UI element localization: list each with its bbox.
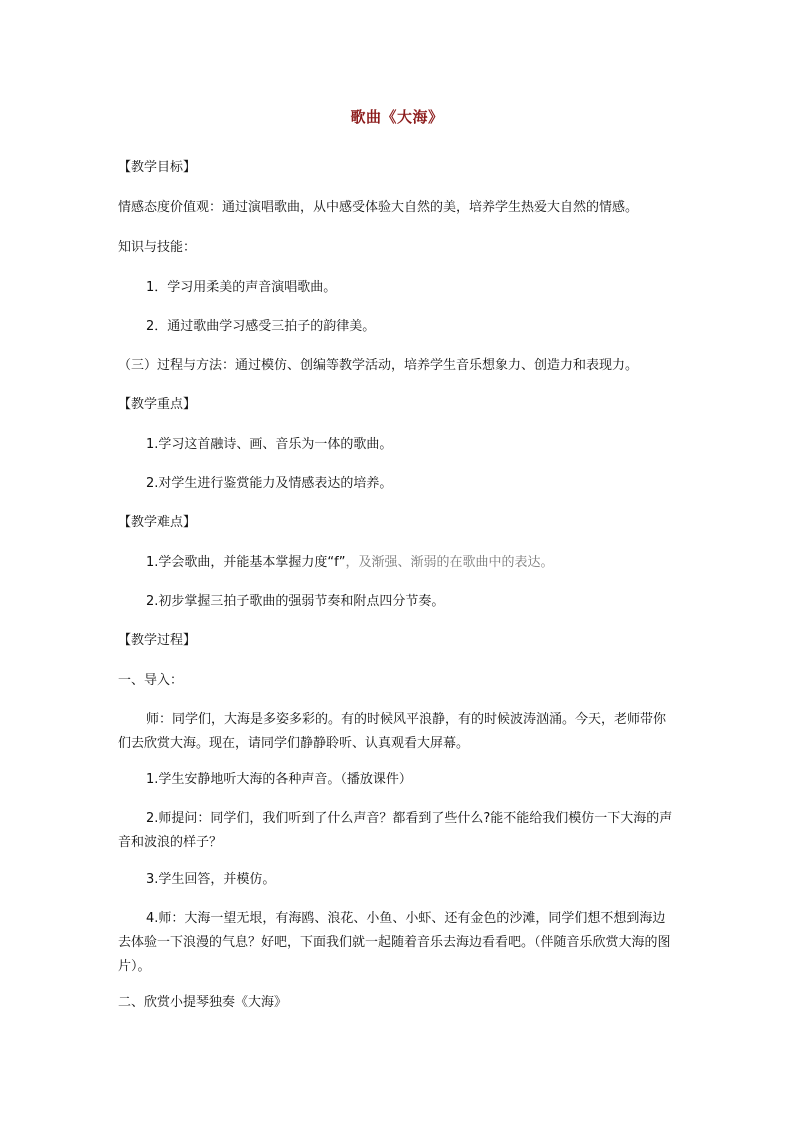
- process-method: （三）过程与方法：通过模仿、创编等教学活动，培养学生音乐想象力、创造力和表现力。: [118, 358, 639, 373]
- goals-header: 【教学目标】: [118, 160, 197, 175]
- goal-emotion: 情感态度价值观：通过演唱歌曲，从中感受体验大自然的美，培养学生热爱大自然的情感。: [118, 200, 639, 215]
- difficulties-header: 【教学难点】: [118, 515, 197, 530]
- step-3: 3.学生回答，并模仿。: [146, 872, 276, 887]
- difficulty-2: 2.初步掌握三拍子歌曲的强弱节奏和附点四分节奏。: [146, 594, 445, 609]
- knowledge-item-1: 1．学习用柔美的声音演唱歌曲。: [146, 280, 337, 295]
- part-2-header: 二、欣赏小提琴独奏《大海》: [118, 995, 288, 1010]
- key-point-2: 2.对学生进行鉴赏能力及情感表达的培养。: [146, 476, 393, 491]
- intro-header: 一、导入：: [118, 673, 184, 688]
- knowledge-item-2: 2．通过歌曲学习感受三拍子的韵律美。: [146, 319, 376, 334]
- key-point-1: 1.学习这首融诗、画、音乐为一体的歌曲。: [146, 437, 393, 452]
- step-1: 1.学生安静地听大海的各种声音。（播放课件）: [146, 772, 412, 787]
- difficulty-1-tail: ，及渐强、渐弱的在歌曲中的表达。: [345, 555, 554, 570]
- step-4: 4.师：大海一望无垠，有海鸥、浪花、小鱼、小虾、还有金色的沙滩，同学们想不想到海边去体验一下浪漫的气息？好吧，下面我们就一起随着音乐去海边看看吧。（伴随音乐欣赏大海的图片）。: [118, 911, 671, 974]
- knowledge-header: 知识与技能：: [118, 240, 197, 255]
- process-header: 【教学过程】: [118, 633, 197, 648]
- key-points-header: 【教学重点】: [118, 397, 197, 412]
- intro-paragraph: 师：同学们，大海是多姿多彩的。有的时候风平浪静，有的时候波涛汹涌。今天，老师带你们去欣赏大海。现在，请同学们静静聆听、认真观看大屏幕。: [118, 712, 667, 751]
- step-2: 2.师提问：同学们，我们听到了什么声音？都看到了些什么?能不能给我们模仿一下大海的声音和波浪的样子？: [118, 811, 673, 850]
- difficulty-1-main: 1.学会歌曲，并能基本掌握力度“f”: [146, 555, 346, 570]
- difficulty-1: [146, 555, 553, 571]
- document-title: 歌曲《大海》: [350, 108, 444, 126]
